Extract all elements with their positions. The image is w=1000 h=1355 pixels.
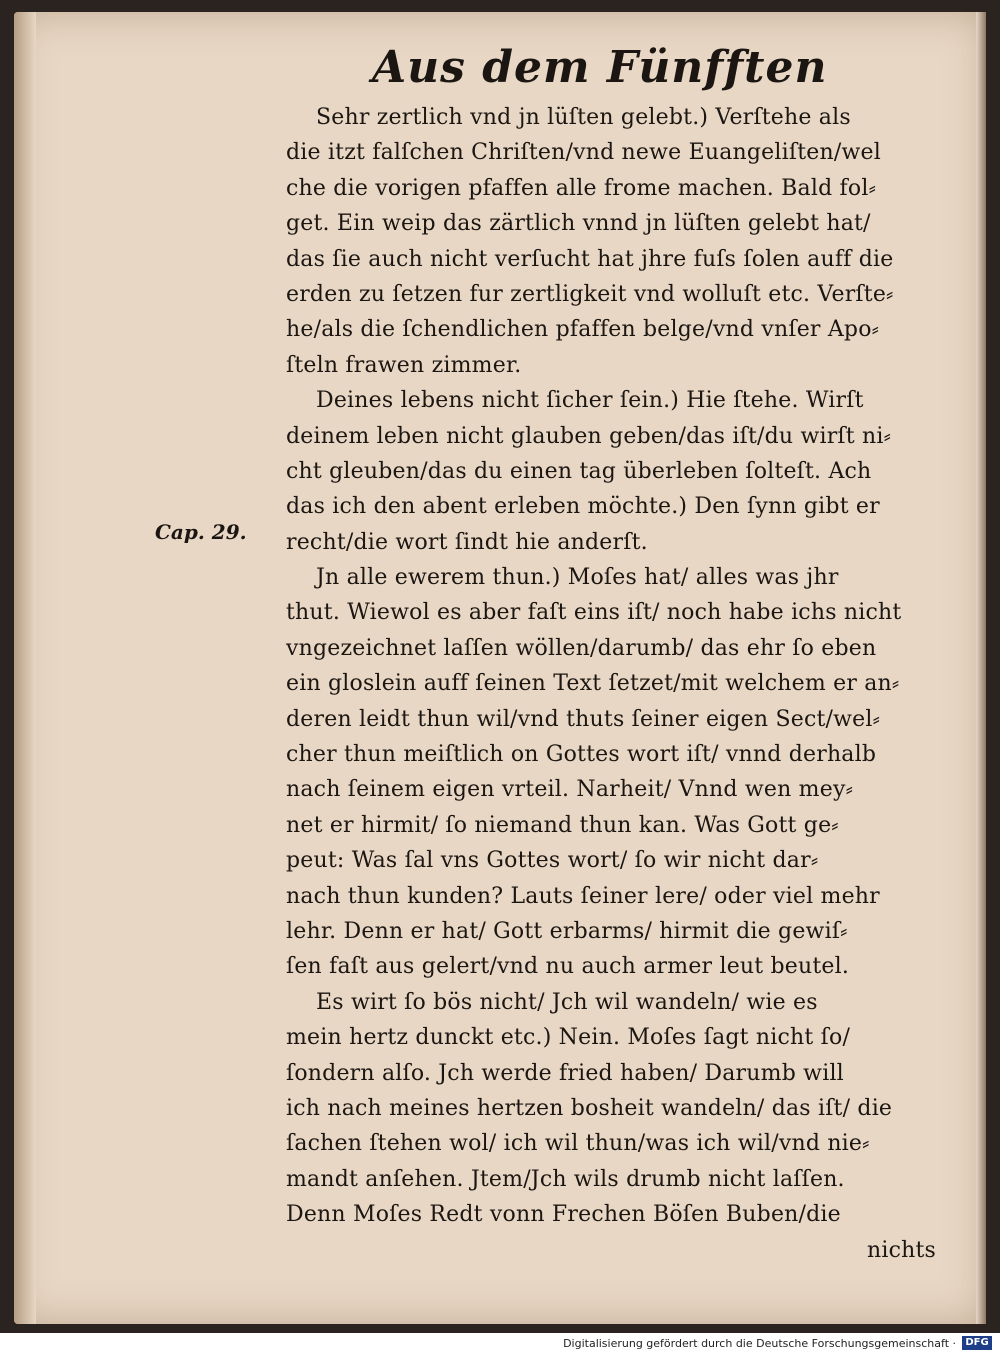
text-line: lehr. Denn er hat/ Gott erbarms/ hirmit die gewiſ⸗: [286, 918, 848, 944]
text-line: che die vorigen pfaffen alle frome machen. Bald fol⸗: [286, 175, 877, 201]
text-line: he/als die ſchendlichen pfaffen belge/vnd vnſer Apo⸗: [286, 317, 880, 343]
page-heading: Aus dem Fünfften: [372, 42, 828, 93]
text-line: Jn alle ewerem thun.) Moſes hat/ alles was jhr: [316, 565, 839, 591]
text-line: erden zu ſetzen fur zertligkeit vnd wolluſt etc. Verſte⸗: [286, 281, 894, 307]
body-text: [286, 100, 946, 1268]
text-line: ſen faſt aus gelert/vnd nu auch armer leut beutel.: [286, 954, 850, 980]
text-line: die itzt falſchen Chriſten/vnd newe Euangeliſten/wel: [286, 140, 881, 166]
text-line: vngezeichnet laſſen wöllen/darumb/ das ehr ſo eben: [286, 635, 877, 661]
text-line: get. Ein weip das zärtlich vnnd jn lüſten gelebt hat/: [286, 211, 871, 237]
text-line: ſondern alſo. Jch werde fried haben/ Darumb will: [286, 1060, 844, 1086]
dfg-logo-icon: DFG: [962, 1336, 992, 1350]
text-line: Deines lebens nicht ſicher ſein.) Hie ſtehe. Wirſt: [316, 388, 864, 414]
text-line: ſteln frawen zimmer.: [286, 352, 522, 378]
text-line: das ſie auch nicht verſucht hat jhre fuſs ſolen auff die: [286, 246, 894, 272]
text-line: Denn Moſes Redt vonn Frechen Böſen Buben/die: [286, 1202, 841, 1228]
text-line: ſachen ſtehen wol/ ich wil thun/was ich wil/vnd nie⸗: [286, 1131, 870, 1157]
text-line: Sehr zertlich vnd jn lüſten gelebt.) Verſtehe als: [316, 105, 851, 130]
text-line: mein hertz dunckt etc.) Nein. Moſes ſagt nicht ſo/: [286, 1025, 851, 1051]
text-line: nach thun kunden? Lauts ſeiner lere/ oder viel mehr: [286, 883, 880, 909]
text-line: net er hirmit/ ſo niemand thun kan. Was Gott ge⸗: [286, 812, 839, 838]
text-line: ein gloslein auff ſeinen Text ſetzet/mit welchem er an⸗: [286, 671, 900, 697]
text-line: nach ſeinem eigen vrteil. Narheit/ Vnnd wen mey⸗: [286, 777, 854, 803]
text-line: deinem leben nicht glauben geben/das iſt/du wirſt ni⸗: [286, 423, 892, 449]
text-line: thut. Wiewol es aber faſt eins iſt/ noch habe ichs nicht: [286, 600, 902, 626]
footer-bar: [0, 1333, 1000, 1355]
text-line: mandt anſehen. Jtem/Jch wils drumb nicht laſſen.: [286, 1166, 845, 1192]
page-gutter: [14, 12, 36, 1324]
text-line: cher thun meiſtlich on Gottes wort iſt/ vnnd derhalb: [286, 742, 877, 768]
text-line: cht gleuben/das du einen tag überleben ſolteſt. Ach: [286, 458, 872, 484]
margin-note: Cap. 29.: [155, 520, 247, 544]
text-line: recht/die wort ſindt hie anderſt.: [286, 529, 648, 555]
text-line: Es wirt ſo bös nicht/ Jch wil wandeln/ wie es: [316, 989, 818, 1015]
page-edge: [976, 12, 986, 1324]
text-line: ich nach meines hertzen bosheit wandeln/ das iſt/ die: [286, 1095, 893, 1121]
text-line: nichts: [866, 1237, 936, 1263]
text-line: deren leidt thun wil/vnd thuts ſeiner eigen Sect/wel⸗: [286, 706, 881, 732]
text-line: das ich den abent erleben möchte.) Den ſynn gibt er: [286, 494, 880, 520]
text-line: peut: Was ſal vns Gottes wort/ ſo wir nicht dar⸗: [286, 848, 819, 874]
footer-credit: Digitalisierung gefördert durch die Deutsche Forschungsgemeinschaft ·: [563, 1337, 956, 1350]
